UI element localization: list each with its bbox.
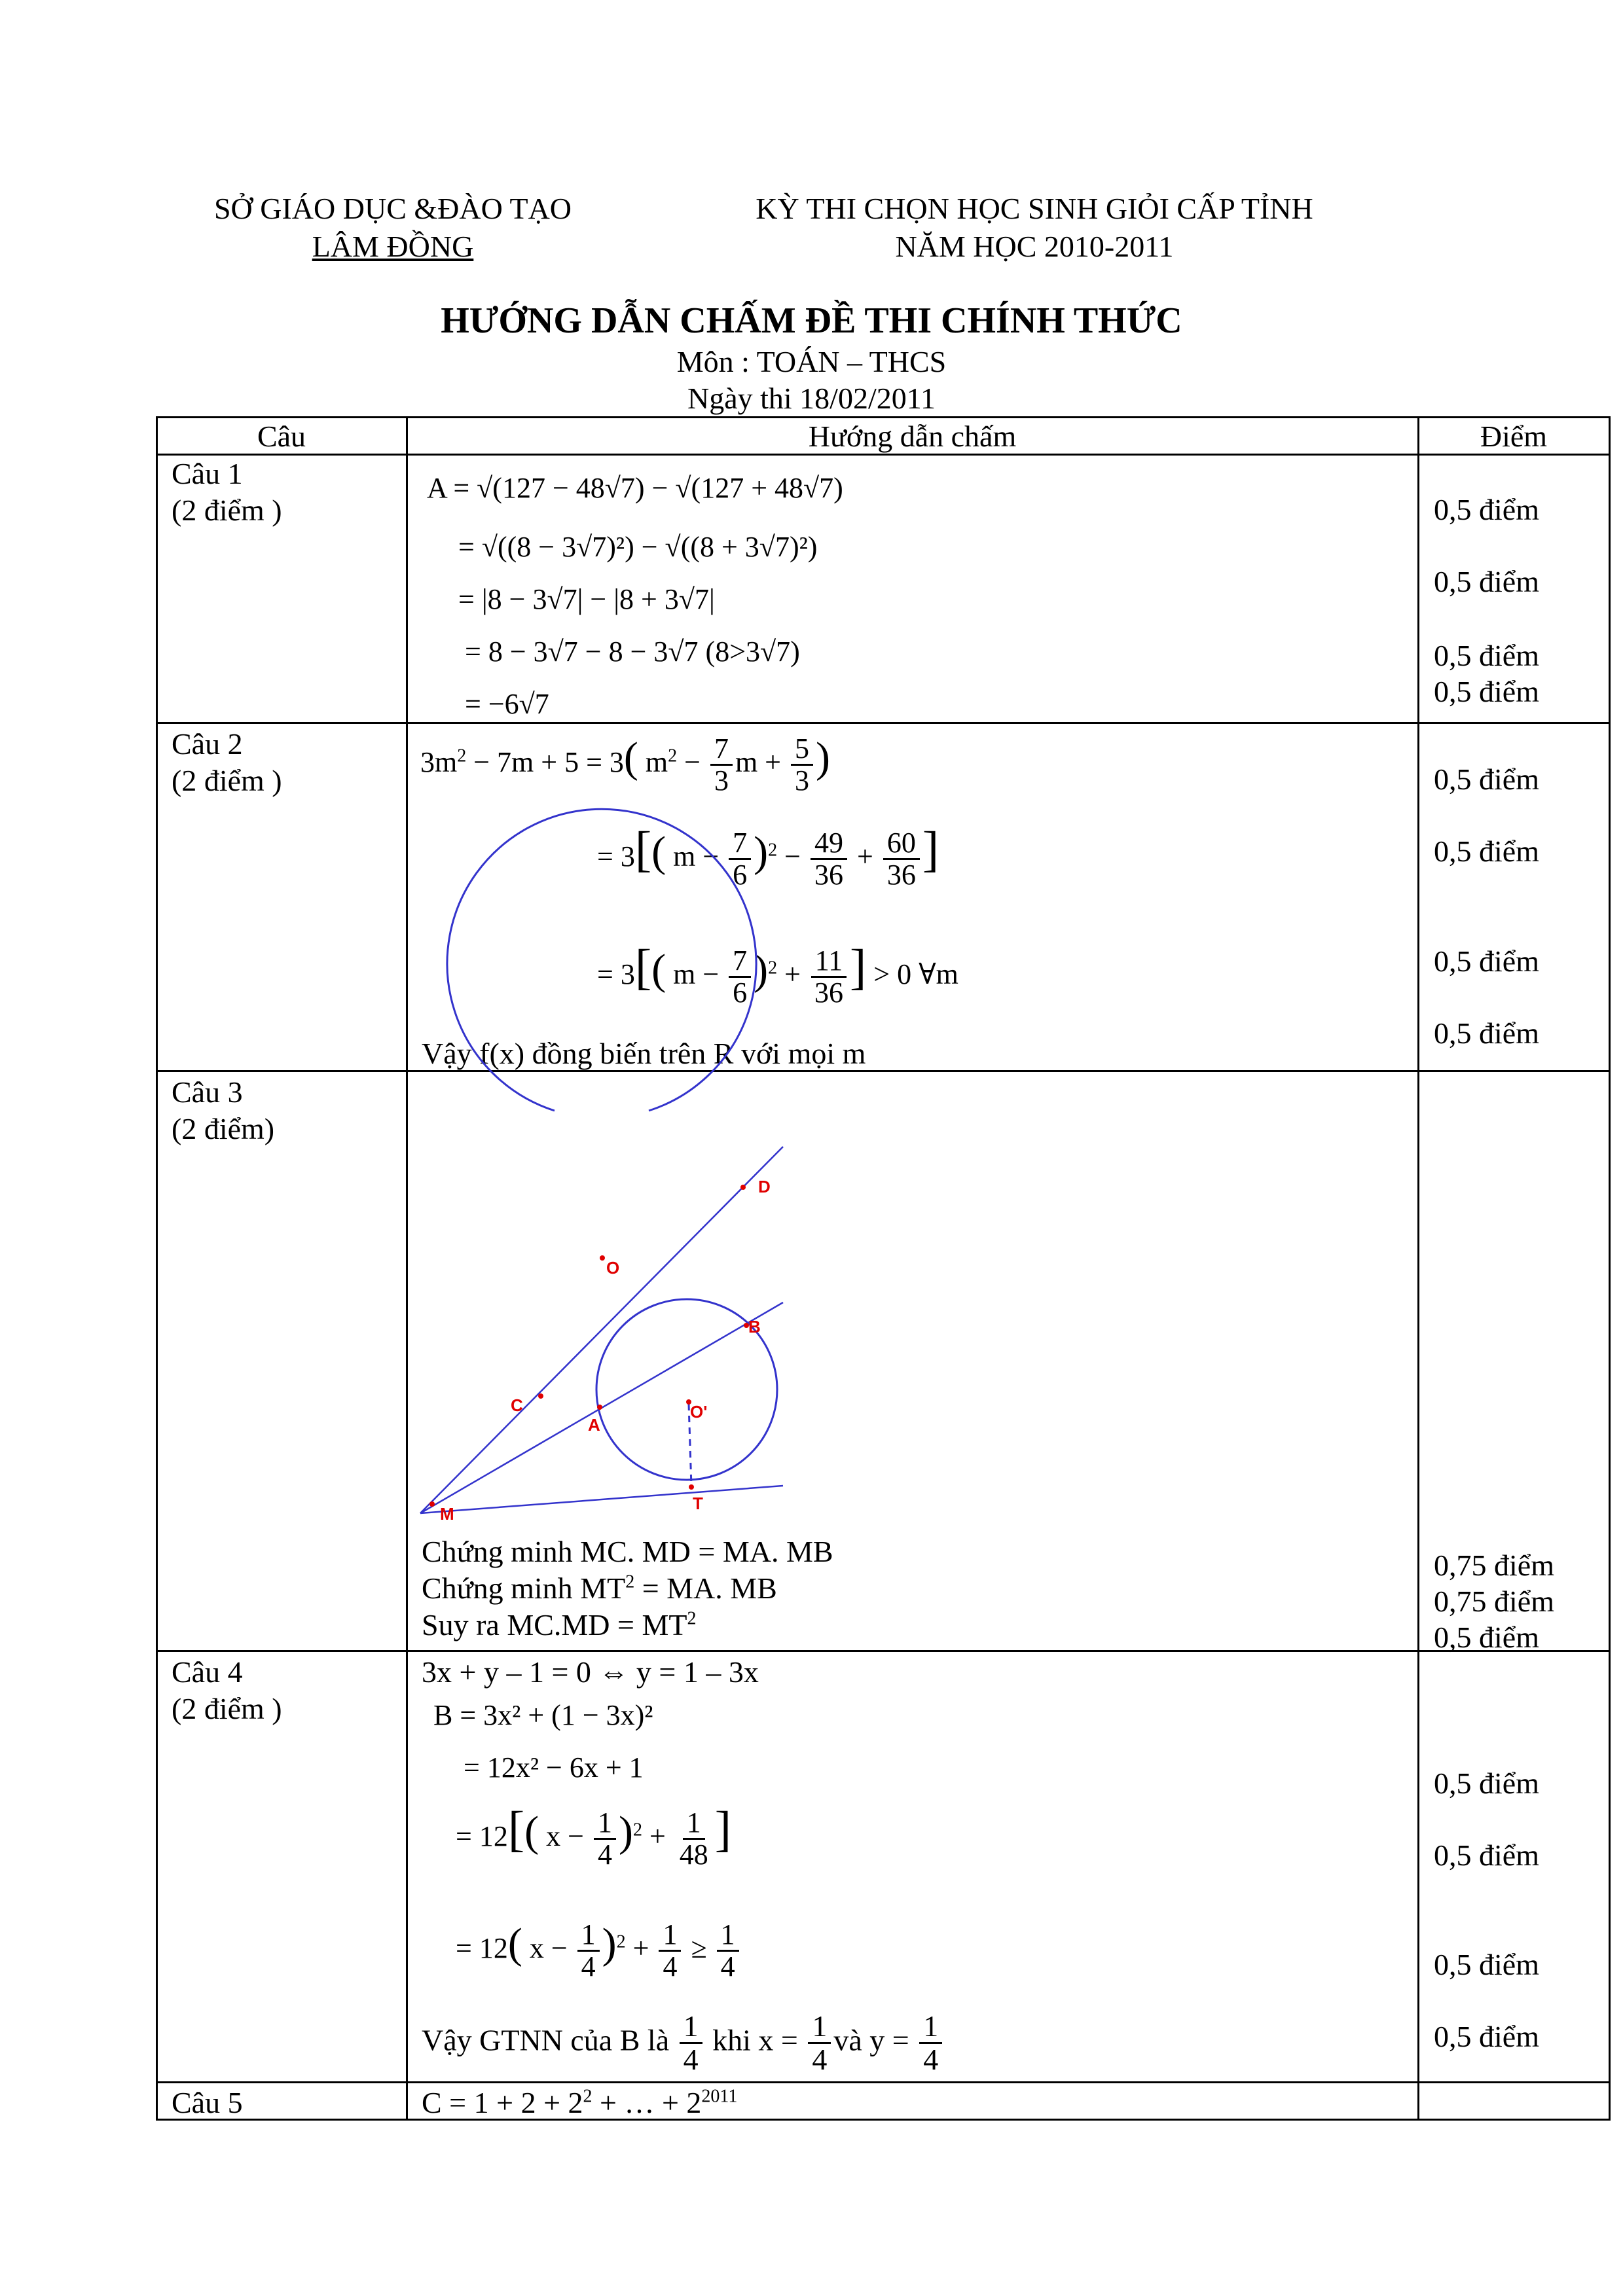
- score-value: 0,5 điểm: [1434, 944, 1539, 978]
- score-value: 0,5 điểm: [1434, 493, 1539, 526]
- school-year: NĂM HỌC 2010-2011: [895, 230, 1174, 263]
- tangent-line-mt: [420, 1486, 783, 1513]
- exam-date: Ngày thi 18/02/2011: [687, 382, 936, 415]
- score-value: 0,75 điểm: [1434, 1585, 1554, 1618]
- proof-conclusion: Suy ra $MC.MD = MT^2$: [422, 1608, 697, 1641]
- score-value: 0,75 điểm: [1434, 1549, 1554, 1582]
- header-score: Điểm: [1480, 420, 1548, 453]
- score-value: 0,5 điểm: [1434, 762, 1539, 796]
- conclusion-text: Vậy f(x) đồng biến trên R với mọi m: [422, 1037, 866, 1070]
- point-o: [600, 1255, 605, 1261]
- question-label: Câu 4: [172, 1655, 243, 1689]
- department-name: SỞ GIÁO DỤC &ĐÀO TẠO: [213, 192, 572, 225]
- question-points: (2 điểm): [172, 1112, 275, 1145]
- label-c: C: [511, 1395, 523, 1415]
- label-d: D: [758, 1177, 771, 1196]
- subject-line: Môn : TOÁN – THCS: [676, 345, 947, 378]
- question-label: Câu 3: [172, 1075, 243, 1109]
- secant-line-md: [420, 1147, 783, 1513]
- conclusion-text: Vậy GTNN của B là $\frac{1}{4}$ khi x = $\frac{1}{4}$ và y = $\frac{1}{4}$: [422, 2011, 945, 2076]
- solution-line: = 12[( x − $\frac{1}{4}$ )$^2$ + $\frac{1}{48}$ ]: [456, 1802, 732, 1871]
- score-value: 0,5 điểm: [1434, 1948, 1539, 1981]
- solution-line: B = 3x² + (1 − 3x)²: [433, 1699, 653, 1731]
- label-o: O: [606, 1258, 620, 1278]
- solution-line: = √((8 − 3√7)²) − √((8 + 3√7)²): [458, 531, 818, 563]
- question-points: (2 điểm ): [172, 493, 282, 527]
- solution-line: A = √(127 − 48√7) − √(127 + 48√7): [427, 472, 843, 504]
- solution-line: $C = 1 + 2 + 2^2$ + … + $2^{2011}$: [422, 2086, 738, 2119]
- score-value: 0,5 điểm: [1434, 1016, 1539, 1050]
- label-b: B: [748, 1317, 761, 1336]
- solution-line: = 12x² − 6x + 1: [464, 1751, 644, 1784]
- point-d: [740, 1185, 746, 1190]
- score-value: 0,5 điểm: [1434, 1839, 1539, 1872]
- point-m: [429, 1501, 435, 1507]
- score-value: 0,5 điểm: [1434, 675, 1539, 708]
- solution-line: = 3[( m − $\frac{7}{6}$ )$^2$ − $\frac{49}{36}$ + $\frac{60}{36}$ ]: [597, 822, 939, 891]
- score-value: 0,5 điểm: [1434, 2020, 1539, 2053]
- question-points: (2 điểm ): [172, 764, 282, 797]
- question-points: (2 điểm ): [172, 1692, 282, 1725]
- province-name: LÂM ĐỒNG: [312, 230, 474, 263]
- point-t: [689, 1484, 694, 1490]
- label-t: T: [693, 1494, 703, 1513]
- question-label: Câu 5: [172, 2086, 243, 2119]
- score-value: 0,5 điểm: [1434, 834, 1539, 868]
- proof-step: Chứng minh MC. MD = MA. MB: [422, 1535, 833, 1568]
- score-value: 0,5 điểm: [1434, 565, 1539, 598]
- score-value: 0,5 điểm: [1434, 639, 1539, 672]
- point-c: [538, 1393, 543, 1399]
- score-value: 0,5 điểm: [1434, 1767, 1539, 1800]
- label-a: A: [588, 1415, 600, 1435]
- solution-line: = 3[( m − $\frac{7}{6}$ )$^2$ + $\frac{11}{36}$ ] > 0 ∀m: [597, 940, 958, 1009]
- page-title: HƯỚNG DẪN CHẤM ĐỀ THI CHÍNH THỨC: [441, 300, 1182, 341]
- solution-line: 3x + y – 1 = 0 ⇔ y = 1 – 3x: [422, 1655, 759, 1689]
- score-value: 0,5 điểm: [1434, 1621, 1539, 1654]
- circle-o: [447, 809, 756, 1111]
- solution-line: = −6√7: [465, 688, 549, 720]
- solution-line: = 8 − 3√7 − 8 − 3√7 (8>3√7): [465, 636, 800, 668]
- label-o-prime: O': [690, 1402, 708, 1422]
- header-question: Câu: [257, 420, 306, 453]
- header-guide: Hướng dẫn chấm: [808, 420, 1017, 453]
- solution-line: $3m^2 - 7m + 5 = 3$( $m^2$ − $\frac{7}{3}$ m + $\frac{5}{3}$ ): [420, 732, 830, 797]
- exam-name: KỲ THI CHỌN HỌC SINH GIỎI CẤP TỈNH: [756, 192, 1313, 225]
- proof-step: Chứng minh $MT^2$ = MA. MB: [422, 1571, 777, 1605]
- solution-line: = 12( x − $\frac{1}{4}$ )$^2$ + $\frac{1}{4}$ ≥ $\frac{1}{4}$: [456, 1919, 742, 1982]
- solution-line: = |8 − 3√7| − |8 + 3√7|: [458, 583, 715, 615]
- label-m: M: [440, 1504, 454, 1524]
- point-a: [597, 1405, 602, 1410]
- question-label: Câu 1: [172, 457, 243, 490]
- question-label: Câu 2: [172, 727, 243, 761]
